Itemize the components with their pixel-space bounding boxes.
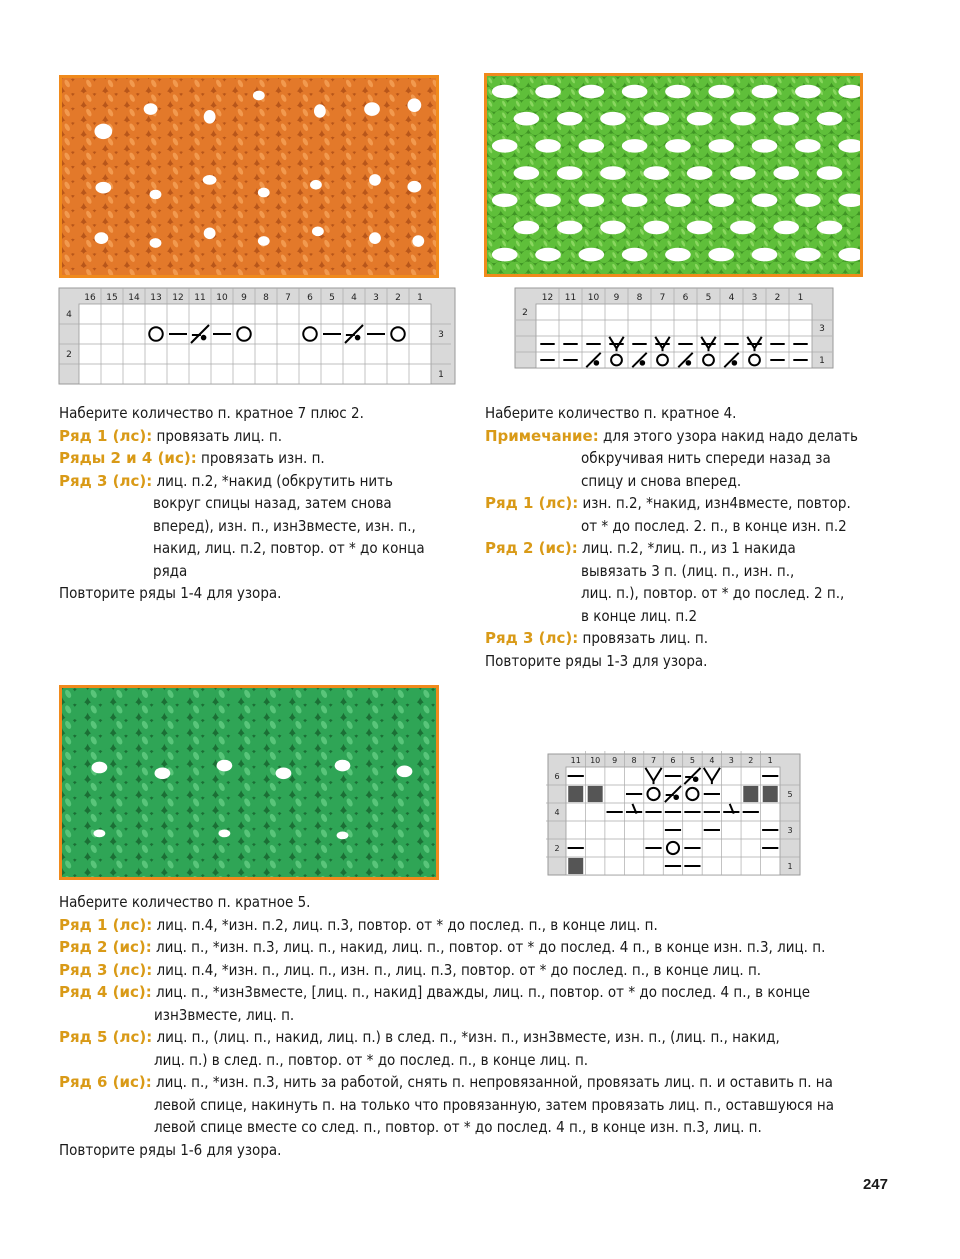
pattern-1-intro: Наберите количество п. кратное 7 плюс 2. (59, 404, 364, 422)
pattern-2-instructions (485, 402, 858, 672)
row-label: Ряд 2 (ис): (485, 539, 578, 557)
pattern-2-intro: Наберите количество п. кратное 4. (485, 404, 737, 422)
row-label: Ряд 2 (ис): (59, 938, 152, 956)
chart-column-number: 15 (106, 293, 118, 303)
pattern-1-row-3 (59, 470, 425, 493)
chart-column-number: 6 (670, 756, 676, 765)
chart-column-number: 10 (587, 293, 600, 303)
chart-row-number: 6 (554, 771, 560, 781)
orange-lace-swatch (59, 75, 439, 278)
row-label: Ряд 3 (лс): (59, 960, 153, 979)
chart-column-number: 7 (650, 756, 657, 765)
chart-row-number: 1 (819, 356, 825, 367)
pattern-3-intro: Наберите количество п. кратное 5. (59, 893, 311, 911)
row-text-continuation: лиц. п.) в след. п., повтор. от * до послед. п., в конце лиц. п. (154, 1050, 589, 1069)
row-label: Ряд 5 (лс): (59, 1028, 153, 1046)
row-text: лиц. п.4, *изн. п.2, лиц. п.3, повтор. от * до послед. п., в конце лиц. п. (156, 915, 658, 934)
chart-column-number: 6 (307, 293, 313, 303)
stitch-chart-1 (59, 288, 455, 384)
chart-column-number: 14 (128, 293, 140, 303)
pattern-1-row-2-4 (59, 447, 425, 470)
pattern-1-instructions (59, 402, 425, 605)
chart-row-number: 5 (787, 789, 793, 799)
chart-column-number: 11 (570, 756, 581, 765)
green-mesh-swatch-image (487, 76, 860, 274)
stitch-chart-3 (548, 754, 800, 875)
row-label: Ряд 3 (лс): (485, 629, 579, 647)
chart-column-number: 8 (636, 293, 643, 303)
pattern-2-note (485, 425, 858, 448)
row-text: лиц. п.2, *накид (обкрутить нить (156, 471, 393, 490)
stitch-chart-2 (515, 288, 833, 368)
no-stitch-square (743, 786, 758, 802)
row-text: провязать лиц. п. (582, 629, 709, 647)
chart-column-number: 3 (728, 756, 734, 765)
chart-column-number: 3 (751, 293, 758, 303)
chart-column-number: 6 (682, 293, 689, 303)
pattern-3-row-4 (59, 981, 834, 1004)
emerald-rib-swatch-image (62, 688, 436, 877)
chart-row-number: 1 (787, 861, 793, 871)
row-label: Ряд 4 (ис): (59, 983, 152, 1001)
chart-row-number: 4 (66, 310, 72, 321)
row-text-continuation: изн3вместе, лиц. п. (154, 1005, 295, 1024)
note-text-continuation: обкручивая нить спереди назад за (581, 449, 831, 467)
row-text: лиц. п., *изн. п.3, нить за работой, снять п. непровязанной, провязать лиц. п. и оставить п. на (156, 1073, 833, 1091)
no-stitch-square (568, 786, 583, 802)
chart-row-number: 3 (438, 330, 444, 341)
row-text-continuation: вывязать 3 п. (лиц. п., изн. п., (581, 561, 795, 580)
row-text: лиц. п., *изн3вместе, [лиц. п., накид] дважды, лиц. п., повтор. от * до послед. 4 п., в конце (156, 983, 811, 1001)
row-text: лиц. п.2, *лиц. п., из 1 накида (582, 539, 796, 557)
chart-row-number: 2 (66, 350, 72, 361)
chart-column-number: 2 (395, 293, 401, 303)
chart-column-number: 16 (84, 293, 96, 303)
row-text-continuation: вперед), изн. п., изн3вместе, изн. п., (153, 516, 416, 535)
chart-row-number: 3 (819, 324, 825, 335)
chart-column-number: 13 (150, 293, 162, 303)
row-text: лиц. п., (лиц. п., накид, лиц. п.) в след. п., *изн. п., изн3вместе, изн. п., (лиц. п., накид, (156, 1028, 780, 1046)
pattern-2-row-1 (485, 492, 858, 515)
page-number: 247 (862, 1176, 888, 1193)
chart-column-number: 12 (172, 293, 184, 303)
chart-column-number: 9 (241, 293, 247, 303)
no-stitch-square (588, 786, 603, 802)
row-text: лиц. п., *изн. п.3, лиц. п., накид, лиц. п., повтор. от * до послед. 4 п., в конце изн. п.3, лиц. п. (156, 938, 826, 956)
stitch-chart-1-grid (59, 288, 455, 384)
chart-column-number: 7 (285, 293, 291, 303)
row-label: Ряд 3 (лс): (59, 471, 153, 490)
chart-column-number: 9 (612, 756, 618, 765)
chart-column-number: 12 (541, 293, 554, 303)
chart-column-number: 5 (329, 293, 335, 303)
note-text: для этого узора накид надо делать (603, 426, 858, 445)
orange-lace-swatch-image (62, 78, 436, 275)
chart-column-number: 1 (797, 293, 804, 303)
chart-row-number: 4 (554, 807, 560, 817)
pattern-1-row-1 (59, 425, 425, 448)
chart-column-number: 4 (351, 293, 357, 303)
chart-column-number: 3 (373, 293, 379, 303)
chart-column-number: 10 (590, 756, 601, 765)
chart-column-number: 1 (767, 756, 773, 765)
row-text: изн. п.2, *накид, изн4вместе, повтор. (582, 494, 851, 512)
chart-column-number: 11 (564, 293, 577, 303)
row-label: Ряд 6 (ис): (59, 1073, 152, 1091)
row-text-continuation: вокруг спицы назад, затем снова (153, 494, 392, 512)
chart-column-number: 4 (709, 756, 715, 765)
chart-column-number: 5 (689, 756, 695, 765)
chart-column-number: 2 (774, 293, 781, 303)
pattern-3-row-2 (59, 936, 834, 959)
row-text-continuation: левой спице вместе со след. п., повтор. от * до послед. 4 п., в конце изн. п.3, лиц. п. (154, 1118, 762, 1136)
row-label: Ряд 1 (лс): (485, 494, 579, 512)
pattern-1-repeat: Повторите ряды 1-4 для узора. (59, 584, 282, 602)
row-label: Ряд 1 (лс): (59, 915, 153, 934)
stitch-chart-2-grid (515, 288, 833, 368)
chart-column-number: 7 (659, 293, 666, 303)
stitch-chart-3-grid (548, 754, 800, 875)
no-stitch-square (568, 858, 583, 874)
green-mesh-swatch (484, 73, 863, 277)
row-text-continuation: левой спице, накинуть п. на только что провязанную, затем провязать лиц. п., оставшуюся на (154, 1095, 834, 1114)
row-text: провязать лиц. п. (156, 426, 283, 445)
chart-row-number: 1 (438, 370, 444, 381)
chart-column-number: 8 (263, 293, 269, 303)
pattern-2-row-3 (485, 627, 858, 650)
row-label: Ряд 1 (лс): (59, 426, 153, 445)
chart-column-number: 8 (631, 756, 637, 765)
pattern-3-row-5 (59, 1026, 834, 1049)
pattern-2-row-2 (485, 537, 858, 560)
emerald-rib-swatch (59, 685, 439, 880)
row-text-continuation: в конце лиц. п.2 (581, 606, 698, 625)
pattern-3-row-1 (59, 914, 834, 937)
pattern-3-repeat: Повторите ряды 1-6 для узора. (59, 1140, 282, 1159)
chart-row-number: 2 (554, 843, 560, 853)
row-text: лиц. п.4, *изн. п., лиц. п., изн. п., лиц. п.3, повтор. от * до послед. п., в конце лиц. п. (156, 960, 762, 979)
chart-row-number: 3 (787, 825, 793, 835)
row-text-continuation: лиц. п.), повтор. от * до послед. 2 п., (581, 584, 845, 602)
row-label: Ряды 2 и 4 (ис): (59, 449, 197, 467)
chart-column-number: 2 (748, 756, 754, 765)
chart-column-number: 1 (417, 293, 423, 303)
pattern-2-repeat: Повторите ряды 1-3 для узора. (485, 651, 708, 670)
chart-row-number: 2 (522, 308, 528, 319)
chart-column-number: 10 (216, 293, 228, 303)
row-text-continuation: от * до послед. 2. п., в конце изн. п.2 (581, 516, 847, 535)
chart-column-number: 4 (728, 293, 735, 303)
pattern-3-row-6 (59, 1071, 834, 1094)
note-text-continuation: спицу и снова вперед. (581, 471, 742, 490)
note-label: Примечание: (485, 426, 599, 445)
chart-column-number: 5 (705, 293, 712, 303)
chart-column-number: 9 (613, 293, 620, 303)
chart-column-number: 11 (194, 293, 206, 303)
no-stitch-square (763, 786, 778, 802)
pattern-3-instructions (59, 891, 834, 1161)
row-text: провязать изн. п. (201, 449, 325, 467)
row-text-continuation: накид, лиц. п.2, повтор. от * до конца (153, 539, 425, 557)
row-text-continuation: ряда (153, 561, 188, 580)
pattern-3-row-3 (59, 959, 834, 982)
